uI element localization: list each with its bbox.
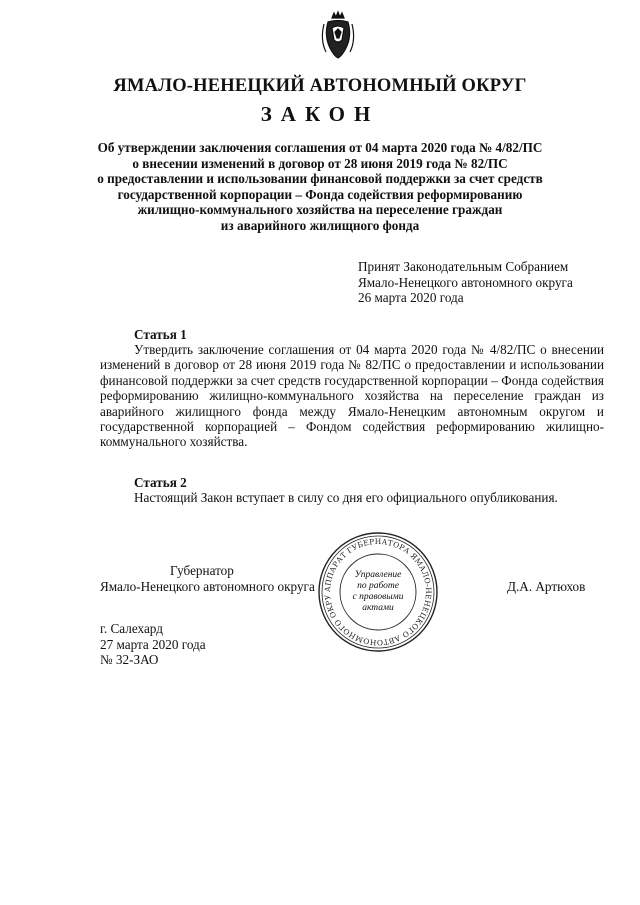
stamp-center-line: по работе (357, 581, 399, 591)
signatory-title: Губернатор (170, 563, 234, 578)
document-type: ЗАКОН (260, 102, 380, 126)
article-2-text (100, 490, 604, 505)
document-footer (100, 621, 206, 668)
signatory-name: Д.А. Артюхов (507, 579, 586, 594)
coat-of-arms-icon (318, 10, 358, 62)
article-1-text (100, 342, 604, 450)
region-title: ЯМАЛО-НЕНЕЦКИЙ АВТОНОМНЫЙ ОКРУГ (113, 76, 527, 96)
stamp-center-line: Управление (354, 570, 402, 580)
adoption-line: Принят Законодательным Собранием (358, 259, 569, 274)
law-number: № 32-ЗАО (100, 652, 159, 667)
article-1-body: Утвердить заключение соглашения от 04 марта 2020 года № 4/82/ПС о внесении изменений в договор от 28 июня 2019 года № 82/ПС о предоставлении и использовании финансовой поддержки за счет средств государственной корпорации – Фонда содействия реформированию жилищно-коммунального хозяйства на переселение граждан из аварийного жилищного фонда между Ямало-Ненецким автономным округом и государственной корпорацией – Фондом содействия реформированию жилищно-коммунального хозяйства. (100, 342, 604, 450)
adoption-line: 26 марта 2020 года (358, 290, 464, 305)
law-subject (80, 140, 560, 233)
stamp-center-line: актами (362, 603, 394, 613)
article-1-title: Статья 1 (134, 327, 187, 342)
stamp-ring-text: АППАРАТ ГУБЕРНАТОРА ЯМАЛО-НЕНЕЦКОГО АВТОНОМНОГО ОКРУ (322, 536, 434, 648)
stamp-center-line: с правовыми (352, 592, 404, 602)
adoption-line: Ямало-Ненецкого автономного округа (358, 274, 573, 290)
city: г. Салехард (100, 621, 163, 636)
signing-date: 27 марта 2020 года (100, 636, 206, 652)
signatory-region: Ямало-Ненецкого автономного округа (100, 579, 315, 594)
article-2-body: Настоящий Закон вступает в силу со дня его официального опубликования. (134, 490, 558, 505)
subject-line: государственной корпорации – Фонда содействия реформированию (117, 186, 523, 202)
adoption-note (358, 259, 573, 306)
official-stamp (316, 530, 440, 654)
subject-line: о предоставлении и использовании финансовой поддержки за счет средств (97, 171, 543, 186)
article-2-title: Статья 2 (134, 475, 187, 490)
subject-line: Об утверждении заключения соглашения от 04 марта 2020 года № 4/82/ПС (97, 140, 543, 155)
subject-line: из аварийного жилищного фонда (220, 217, 420, 233)
subject-line: жилищно-коммунального хозяйства на переселение граждан (137, 202, 503, 217)
subject-line: о внесении изменений в договор от 28 июня 2019 года № 82/ПС (132, 155, 508, 171)
